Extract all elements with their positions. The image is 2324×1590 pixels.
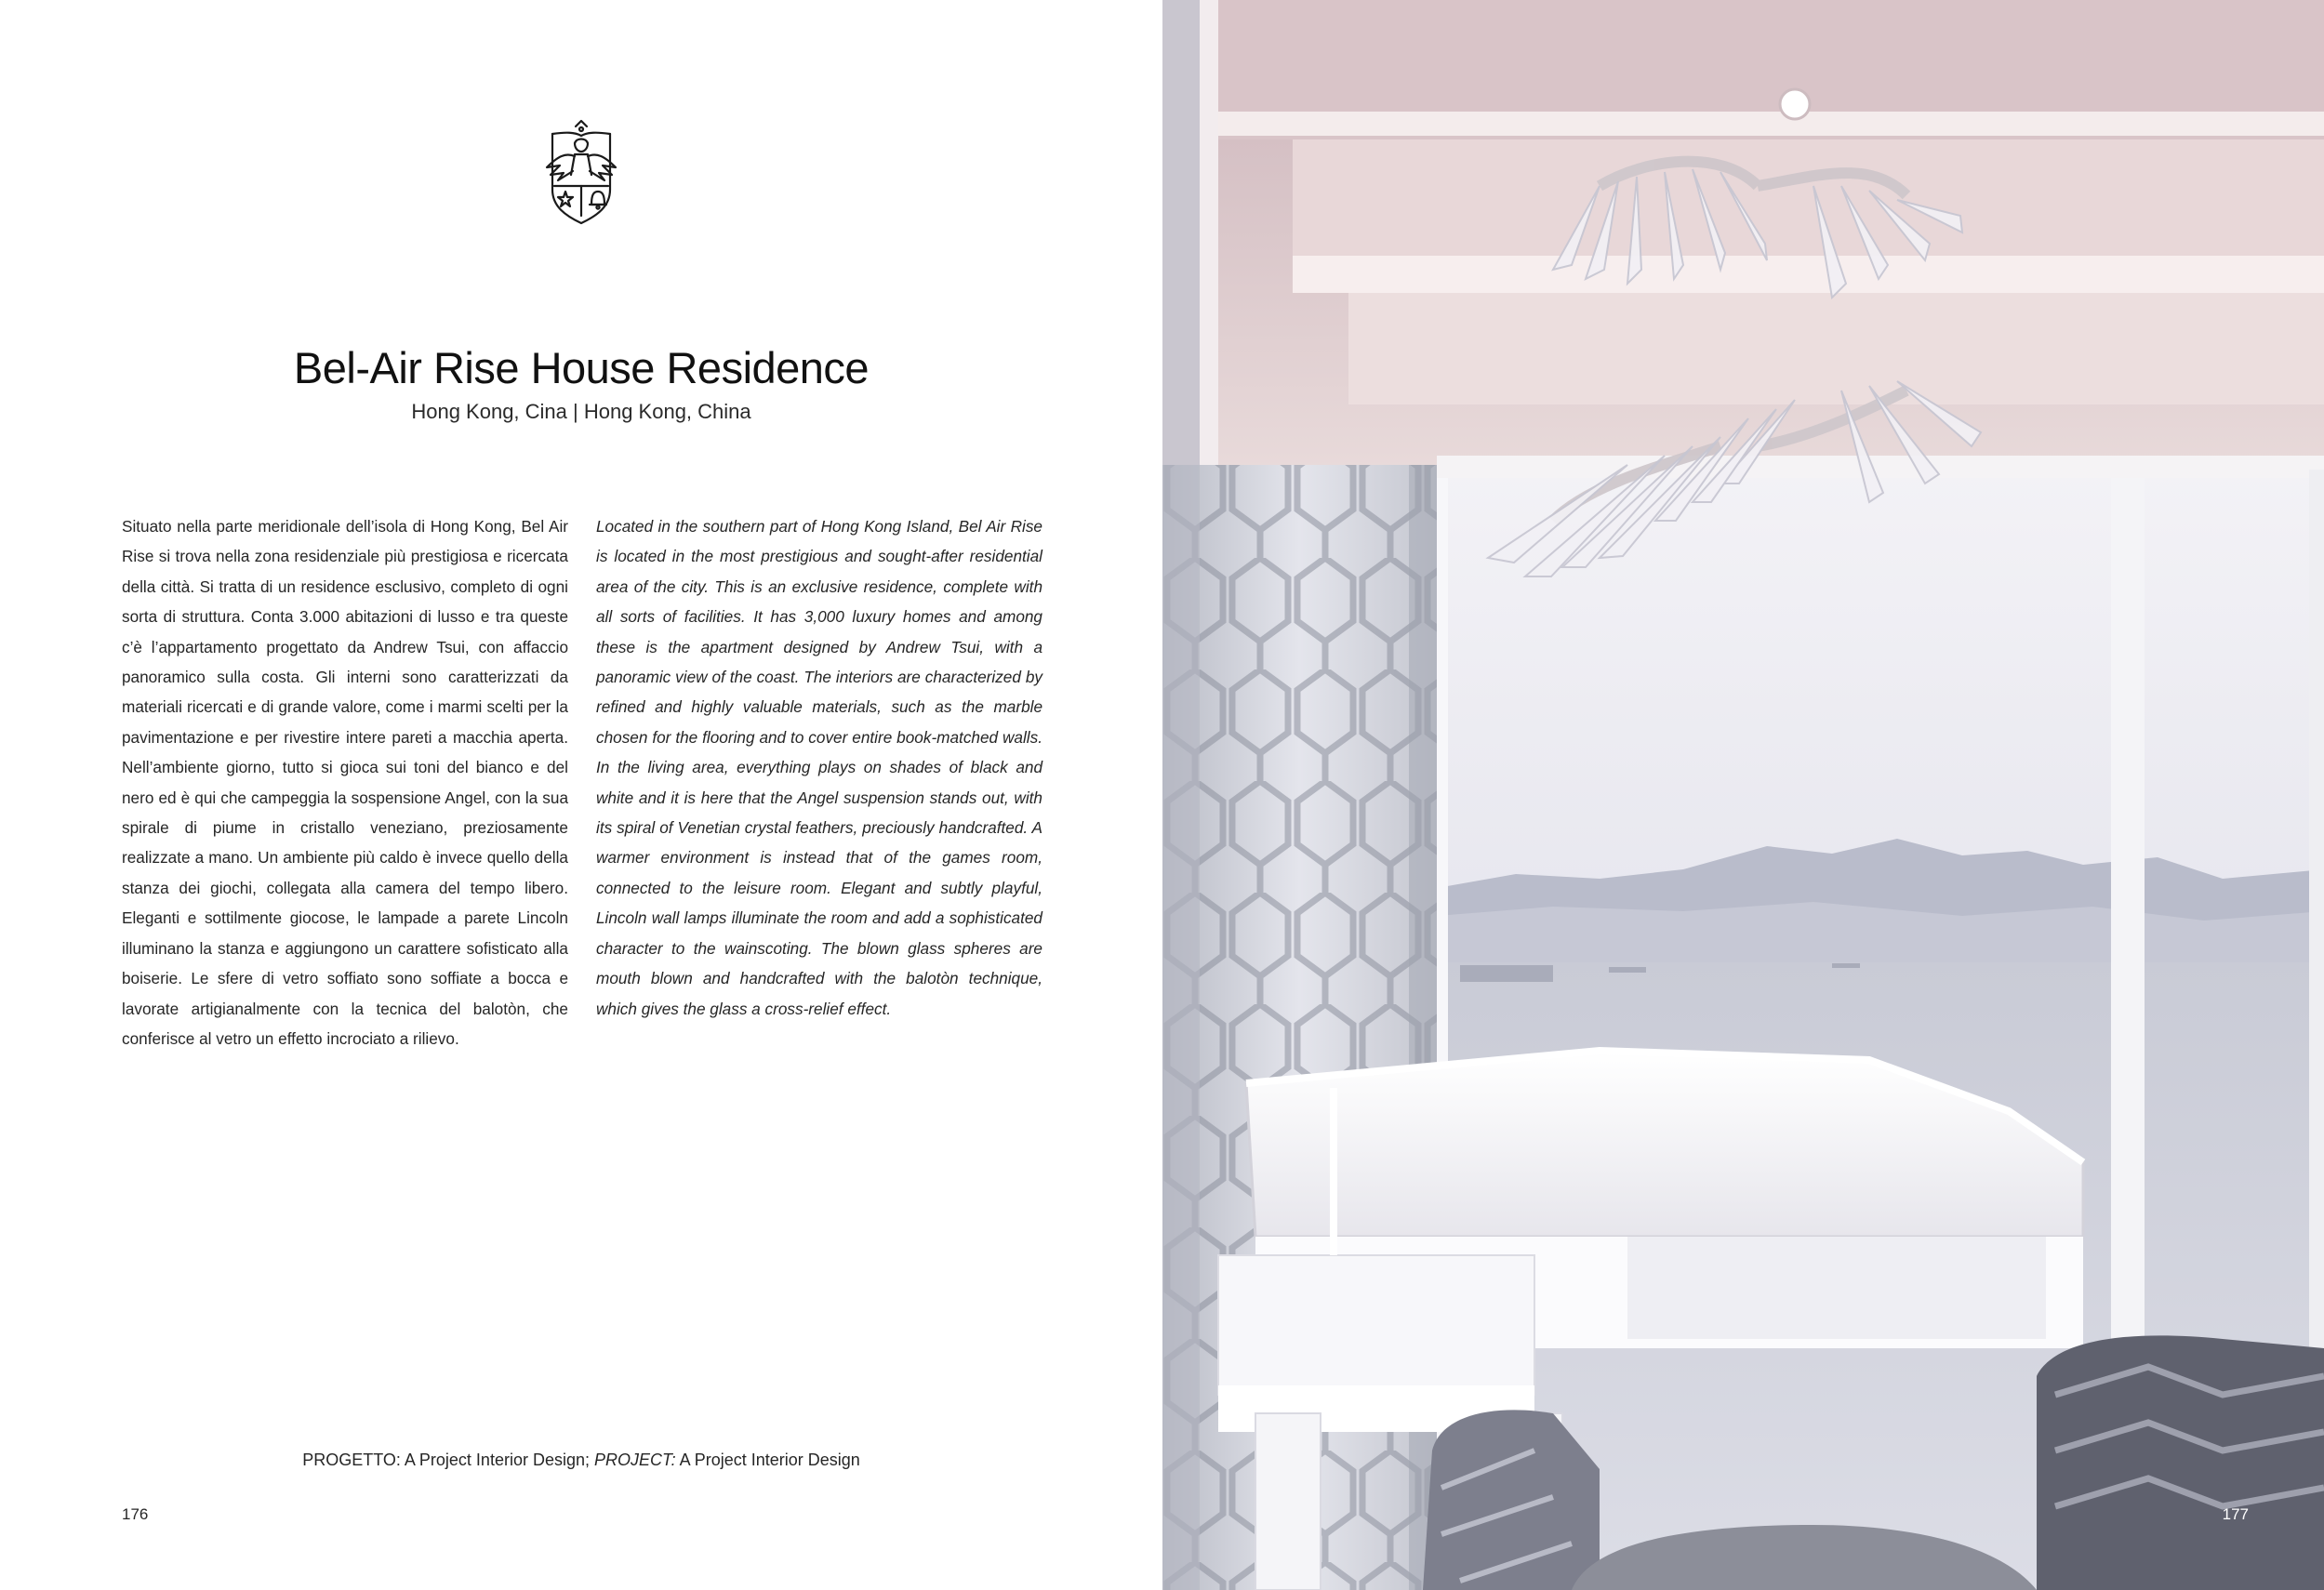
page-number-right: 177 bbox=[2222, 1505, 2249, 1523]
page-number-left: 176 bbox=[122, 1505, 149, 1523]
page-title: Bel-Air Rise House Residence bbox=[293, 343, 870, 392]
credit-value-en: A Project Interior Design bbox=[675, 1451, 860, 1469]
credit-value-it: A Project Interior Design; bbox=[400, 1451, 594, 1469]
body-text-english: Located in the southern part of Hong Kong Island, Bel Air Rise is located in the most prestigious and sought-after residential area of the city. This is an exclusive residence, complete with all sorts of facilities. It has 3,000 luxury homes and among these is the apartment designed by Andrew Tsui, with a panoramic view of the coast. The interiors are characterized by refined and highly valuable materials, such as the marble chosen for the flooring and to cover entire book-matched walls. In the living area, everything plays on shades of black and white and it is here that the Angel suspension stands out, with its spiral of Venetian crystal feathers, preciously handcrafted. A warmer environment is instead that of the games room, connected to the leisure room. Elegant and subtly playful, Lincoln wall lamps illuminate the room and add a sophisticated character to the wainscoting. The blown glass spheres are mouth blown and handcrafted with the balotòn technique, which gives the glass a cross-relief effect. bbox=[596, 517, 1042, 1018]
right-page bbox=[1162, 0, 2324, 1590]
credit-label-en: PROJECT: bbox=[594, 1451, 676, 1469]
interior-photo bbox=[1162, 0, 2324, 1590]
location-subtitle: Hong Kong, Cina | Hong Kong, China bbox=[411, 400, 751, 423]
body-text-italian: Situato nella parte meridionale dell’isola di Hong Kong, Bel Air Rise si trova nella zona residenziale più prestigiosa e ricercata della città. Si tratta di un residence esclusivo, completo di ogni sorta di struttura. Conta 3.000 abitazioni di lusso e tra queste c’è l’appartamento progettato da Andrew Tsui, con affaccio panoramico sulla costa. Gli interni sono caratterizzati da materiali ricercati e di grande valore, come i marmi scelti per la pavimentazione e per rivestire intere pareti a macchia aperta. Nell’ambiente giorno, tutto si gioca sui toni del bianco e del nero ed è qui che campeggia la sospensione Angel, con la sua spirale di piume in cristallo veneziano, preziosamente realizzate a mano. Un ambiente più caldo è invece quello della stanza dei giochi, collegata alla camera del tempo libero. Eleganti e sottilmente giocose, le lampade a parete Lincoln illuminano la stanza e aggiungono un carattere sofisticato alla boiserie. Le sfere di vetro soffiato sono soffiate a bocca e lavorate artigianalmente con la tecnica del balotòn, che conferisce al vetro un effetto incrociato a rilievo. bbox=[122, 517, 568, 1048]
project-credits bbox=[0, 1451, 1162, 1470]
angel-crest-logo-icon bbox=[538, 119, 625, 227]
credit-label-it: PROGETTO: bbox=[302, 1451, 401, 1469]
